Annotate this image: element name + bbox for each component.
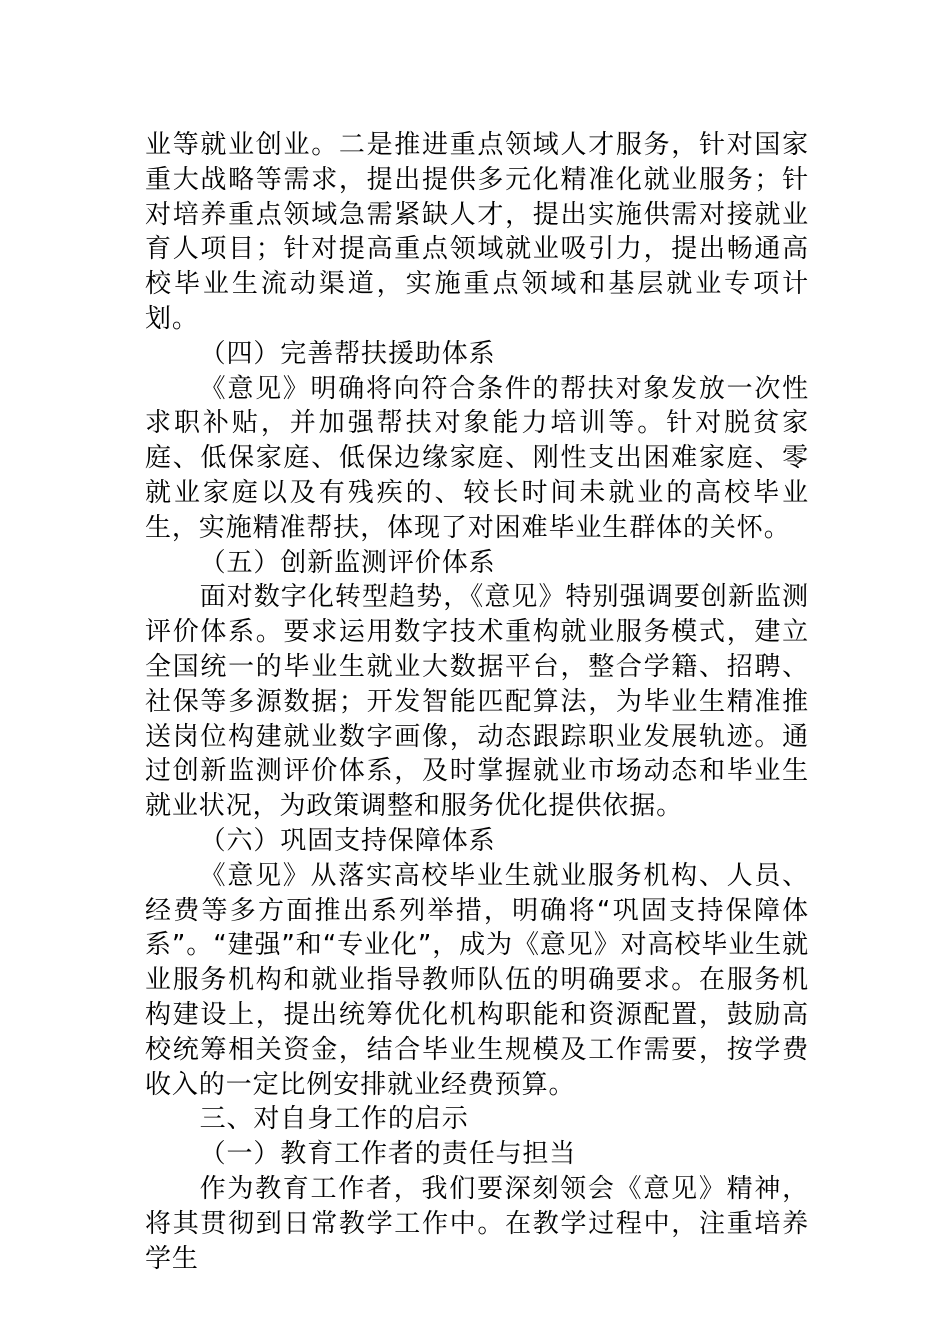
section-heading-3-1: （一）教育工作者的责任与担当: [199, 1139, 577, 1170]
section-heading-4: （四）完善帮扶援助体系: [199, 338, 496, 369]
paragraph-educator: 作为教育工作者，我们要深刻领会《意见》精神，将其贯彻到日常教学工作中。在教学过程中，注重培养学生: [145, 1173, 809, 1274]
paragraph-continuation: 业等就业创业。二是推进重点领域人才服务，针对国家重大战略等需求，提出提供多元化精准化就业服务；针对培养重点领域急需紧缺人才，提出实施供需对接就业育人项目；针对提高重点领域就业吸引力，提出畅通高校毕业生流动渠道，实施重点领域和基层就业专项计划。: [145, 130, 809, 334]
chapter-heading-3: 三、对自身工作的启示: [199, 1104, 469, 1135]
section-heading-6: （六）巩固支持保障体系: [199, 825, 496, 856]
section-heading-5: （五）创新监测评价体系: [199, 547, 496, 578]
paragraph-monitoring: 面对数字化转型趋势，《意见》特别强调要创新监测评价体系。要求运用数字技术重构就业服务模式，建立全国统一的毕业生就业大数据平台，整合学籍、招聘、社保等多源数据；开发智能匹配算法，为毕业生精准推送岗位构建就业数字画像，动态跟踪职业发展轨迹。通过创新监测评价体系，及时掌握就业市场动态和毕业生就业状况，为政策调整和服务优化提供依据。: [145, 582, 809, 822]
paragraph-assistance: 《意见》明确将向符合条件的帮扶对象发放一次性求职补贴，并加强帮扶对象能力培训等。针对脱贫家庭、低保家庭、低保边缘家庭、刚性支出困难家庭、零就业家庭以及有残疾的、较长时间未就业的高校毕业生，实施精准帮扶，体现了对困难毕业生群体的关怀。: [145, 373, 809, 543]
document-body: [145, 128, 809, 1276]
paragraph-support: 《意见》从落实高校毕业生就业服务机构、人员、经费等多方面推出系列举措，明确将“巩固支持保障体系”。“建强”和“专业化”，成为《意见》对高校毕业生就业服务机构和就业指导教师队伍的明确要求。在服务机构建设上，提出统筹优化机构职能和资源配置，鼓励高校统筹相关资金，结合毕业生规模及工作需要，按学费收入的一定比例安排就业经费预算。: [145, 860, 809, 1100]
